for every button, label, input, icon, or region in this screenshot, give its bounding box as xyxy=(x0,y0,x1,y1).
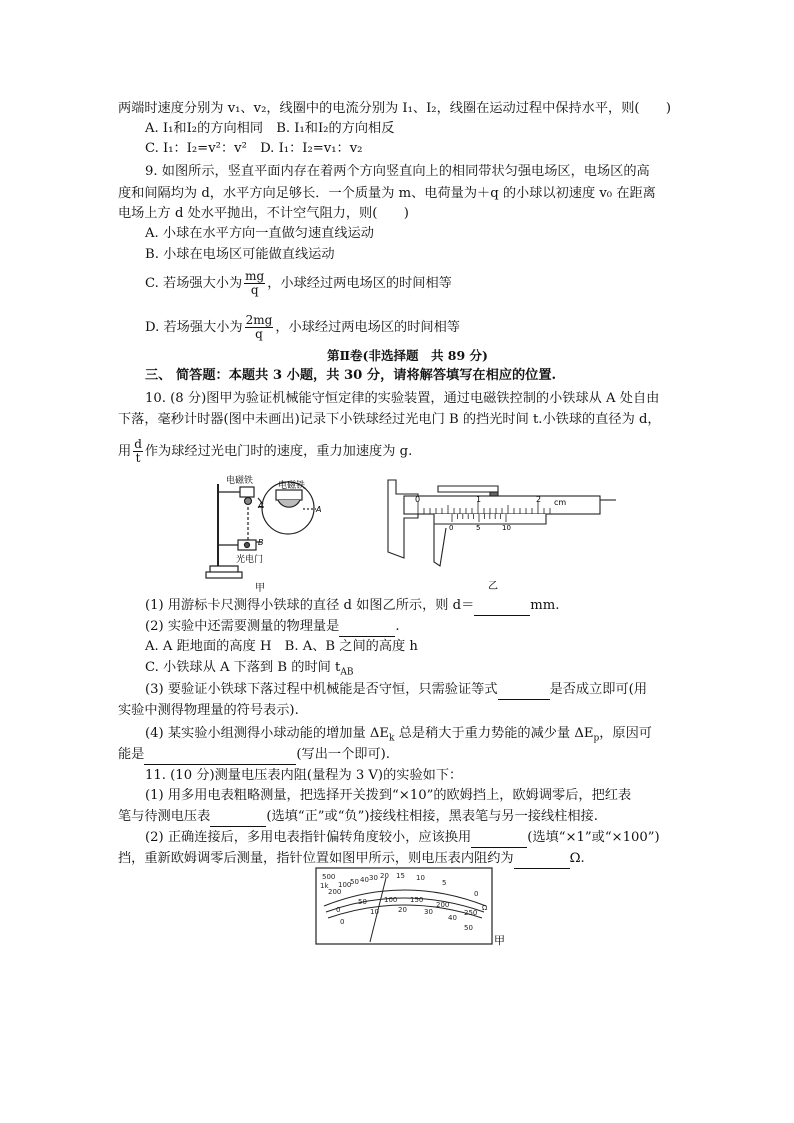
q10-part3-line1 xyxy=(145,680,647,700)
q9-option-b: B. 小球在电场区可能做直线运动 xyxy=(145,247,335,262)
q10-part2-post: . xyxy=(395,619,400,634)
frac-num: d xyxy=(134,437,142,451)
subscript-k: k xyxy=(389,733,395,744)
ohm-5: 5 xyxy=(442,879,447,887)
stand-platform xyxy=(210,566,238,572)
q11-part1-post: (选填“正”或“负”)接线柱相接，黑表笔与另一接线柱相接. xyxy=(266,809,598,824)
ohm-500: 500 xyxy=(322,873,336,881)
ohm-20: 20 xyxy=(380,872,389,880)
frac-num: mg xyxy=(245,269,265,283)
q10-stem-line3 xyxy=(118,438,412,465)
q9-option-d-pre: D. 若场强大小为 xyxy=(145,320,243,335)
photogate-label: 光电门 xyxy=(236,555,264,565)
ac-30: 30 xyxy=(424,908,433,916)
q10-part1-post: mm. xyxy=(530,598,560,613)
q10-part2-option-c xyxy=(145,658,353,683)
q10-part4-line2-post: (写出一个即可). xyxy=(296,747,390,762)
frac-den: t xyxy=(135,451,141,465)
frac-den: q xyxy=(255,327,263,341)
caliper-upper-slide xyxy=(438,486,498,492)
ohm-50: 50 xyxy=(350,878,359,886)
caliper-unit: cm xyxy=(554,498,567,507)
photogate-sensor xyxy=(245,543,250,548)
answer-blank-terminal[interactable] xyxy=(210,812,266,827)
q10-part4-pre: (4) 某实验小组测得小球动能的增加量 ΔE xyxy=(145,726,390,741)
q10-part4-post: ，原因可 xyxy=(599,726,652,741)
q9-option-d-post: ，小球经过两电场区的时间相等 xyxy=(275,320,460,335)
answer-blank-equation[interactable] xyxy=(498,685,550,700)
q10-part2-pre: (2) 实验中还需要测量的物理量是 xyxy=(145,619,340,634)
vernier-tick-5: 5 xyxy=(476,524,481,532)
q11-part2-line2-pre: 挡，重新欧姆调零后测量，指针位置如图甲所示，则电压表内阻约为 xyxy=(118,851,514,866)
q9-stem-line1: 9. 如图所示，竖直平面内存在着两个方向竖直向上的相同带状匀强电场区，电场区的高 xyxy=(145,164,650,179)
fraction-mg-q xyxy=(244,270,265,297)
answer-blank-d[interactable] xyxy=(474,601,530,616)
fig-jia-caption: 甲 xyxy=(255,583,265,592)
q9-option-d xyxy=(145,314,460,341)
q8-options-ab: A. I₁和I₂的方向相同 B. I₁和I₂的方向相反 xyxy=(145,121,395,136)
main-tick-0: 0 xyxy=(415,495,421,504)
q11-stem: 11. (10 分)测量电压表内阻(量程为 3 V)的实验如下： xyxy=(145,768,463,783)
q9-option-c-pre: C. 若场强大小为 xyxy=(145,276,243,291)
q10-part1-pre: (1) 用游标卡尺测得小铁球的直径 d 如图乙所示，则 d＝ xyxy=(145,598,475,613)
q10-part2-option-c-text: C. 小铁球从 A 下落到 B 的时间 t xyxy=(145,660,341,675)
q10-part4-line2-pre: 能是 xyxy=(118,747,145,762)
meter-caption: 甲 xyxy=(494,934,505,947)
multimeter-dial-figure xyxy=(314,866,514,948)
frac-num: 2mg xyxy=(245,313,273,327)
electromagnet-block xyxy=(240,487,254,497)
dc-100: 100 xyxy=(384,896,398,904)
zoom-ball xyxy=(278,500,300,507)
subscript-p: p xyxy=(593,733,600,744)
apparatus-figure xyxy=(200,472,350,592)
ohm-symbol: Ω xyxy=(482,904,488,912)
q9-stem-line2: 度和间隔均为 d，水平方向足够长．一个质量为 m、电荷量为＋q 的小球以初速度 v₀ 在距离 xyxy=(118,186,656,201)
q10-part3-post: 是否成立即可(用 xyxy=(549,682,648,697)
dc-200: 200 xyxy=(436,901,450,909)
q10-part1 xyxy=(145,596,559,616)
q11-part2-pre: (2) 正确连接后，多用电表指针偏转角度较小，应该换用 xyxy=(145,830,472,845)
q11-part1-line1: (1) 用多用电表粗略测量，把选择开关拨到“×10”的欧姆挡上，欧姆调零后，把红表 xyxy=(145,788,632,803)
ohm-30: 30 xyxy=(369,874,378,882)
answer-blank-range[interactable] xyxy=(471,833,527,848)
main-tick-2: 2 xyxy=(536,495,542,504)
ac-10: 10 xyxy=(370,908,379,916)
ohm-100: 100 xyxy=(338,881,352,889)
main-tick-1: 1 xyxy=(476,495,482,504)
q10-part4-mid: 总是稍大于重力势能的减少量 ΔE xyxy=(394,726,594,741)
q8-options-cd: C. I₁：I₂=v²：v² D. I₁：I₂=v₁：v₂ xyxy=(145,141,363,156)
ohm-1k: 1k xyxy=(320,882,329,890)
ohm-0: 0 xyxy=(474,890,479,898)
answer-blank-reason[interactable] xyxy=(144,750,296,765)
q11-part2-post: (选填“×1”或“×100”) xyxy=(527,830,660,845)
label-A-zoom: A xyxy=(316,505,322,514)
ac-0: 0 xyxy=(340,918,345,926)
q10-part3-line2: 实验中测得物理量的符号表示). xyxy=(118,703,299,718)
zoom-electromagnet-label: 电磁铁 xyxy=(278,481,306,491)
q10-line3-pre: 用 xyxy=(118,444,132,459)
dc-250: 250 xyxy=(464,909,478,917)
part-2-heading: 第Ⅱ卷(非选择题 共 89 分) xyxy=(327,348,488,363)
zoom-magnet xyxy=(276,490,302,500)
iron-ball xyxy=(245,498,252,505)
q11-part1-line2 xyxy=(118,807,598,827)
ohm-15: 15 xyxy=(396,872,405,880)
q10-part3-pre: (3) 要验证小铁球下落过程中机械能是否守恒，只需验证等式 xyxy=(145,682,498,697)
answer-blank-resistance[interactable] xyxy=(514,854,570,869)
q11-part2-line2-post: Ω. xyxy=(569,851,585,866)
caliper-fixed-jaw xyxy=(388,480,421,558)
vernier-tick-10: 10 xyxy=(502,524,511,532)
q9-option-c-post: ，小球经过两电场区的时间相等 xyxy=(267,276,452,291)
ac-20: 20 xyxy=(398,906,407,914)
section-3-heading: 三、 简答题：本题共 3 小题，共 30 分，请将解答填写在相应的位置. xyxy=(145,368,557,383)
q10-part2-option-c-sub: AB xyxy=(340,667,354,678)
label-A-main: A xyxy=(258,501,264,510)
fraction-d-t xyxy=(133,438,143,465)
q10-part2-options-ab: A. A 距地面的高度 H B. A、B 之间的高度 h xyxy=(145,639,418,654)
vernier-caliper-figure xyxy=(378,472,618,592)
ohm-200: 200 xyxy=(328,888,342,896)
q9-stem-line3: 电场上方 d 处水平抛出，不计空气阻力，则( ) xyxy=(118,206,409,221)
q9-option-c xyxy=(145,270,452,297)
label-B: B xyxy=(258,538,264,547)
ohm-40: 40 xyxy=(360,876,369,884)
q11-part2-line1 xyxy=(145,828,660,848)
stand-base xyxy=(206,572,242,578)
vernier-tick-0: 0 xyxy=(449,524,454,532)
fraction-2mg-q xyxy=(245,314,274,341)
dc-50: 50 xyxy=(358,898,367,906)
q9-option-a: A. 小球在水平方向一直做匀速直线运动 xyxy=(145,226,374,241)
caliper-moving-jaw xyxy=(434,524,446,566)
q10-stem-line2: 下落，毫秒计时器(图中未画出)记录下小铁球经过光电门 B 的挡光时间 t.小铁球的直径为 d， xyxy=(118,412,661,427)
q10-part4-line2 xyxy=(118,745,390,765)
q11-part1-pre: 笔与待测电压表 xyxy=(118,809,211,824)
answer-blank-quantity[interactable] xyxy=(339,622,395,637)
q8-stem-line: 两端时速度分别为 v₁、v₂，线圈中的电流分别为 I₁、I₂，线圈在运动过程中保持水平，则( ) xyxy=(118,101,672,116)
ac-40: 40 xyxy=(448,914,457,922)
frac-den: q xyxy=(250,283,259,297)
q10-part2 xyxy=(145,617,400,637)
dc-0: 0 xyxy=(336,906,341,914)
ohm-10: 10 xyxy=(416,874,425,882)
electromagnet-label: 电磁铁 xyxy=(226,476,254,486)
ac-50: 50 xyxy=(464,924,473,932)
dc-150: 150 xyxy=(410,896,424,904)
q10-stem-line1: 10. (8 分)图甲为验证机械能守恒定律的实验装置，通过电磁铁控制的小铁球从 A 处自由 xyxy=(145,391,660,406)
fig-yi-caption: 乙 xyxy=(488,581,498,592)
q10-line3-post: 作为球经过光电门时的速度，重力加速度为 g. xyxy=(144,444,413,459)
lock-screw xyxy=(490,492,498,496)
